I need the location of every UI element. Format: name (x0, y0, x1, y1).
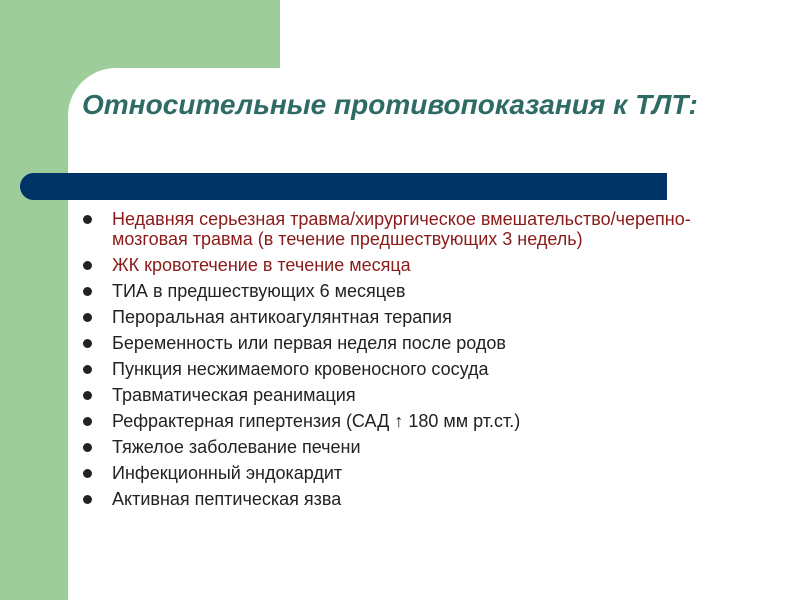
list-item-text: ТИА в предшествующих 6 месяцев (112, 281, 406, 301)
list-item (82, 411, 722, 431)
bullet-icon (83, 365, 92, 374)
list-item (82, 385, 722, 405)
list-item-text: ЖК кровотечение в течение месяца (112, 255, 411, 275)
list-item-text: Недавняя серьезная травма/хирургическое вмешательство/черепно-мозговая травма (в течение предшествующих 3 недель) (112, 209, 691, 249)
list-item (82, 437, 722, 457)
list-item (82, 307, 722, 327)
list-item-text: Инфекционный эндокардит (112, 463, 343, 483)
bullet-icon (83, 261, 92, 270)
bullet-icon (83, 469, 92, 478)
slide-title: Относительные противопоказания к ТЛТ: (82, 89, 698, 120)
list-item-text: Тяжелое заболевание печени (112, 437, 361, 457)
bullet-icon (83, 495, 92, 504)
list-item-text: Рефрактерная гипертензия (САД ↑ 180 мм рт.ст.) (112, 411, 521, 431)
bullet-icon (83, 417, 92, 426)
list-item (82, 489, 722, 509)
bullet-icon (83, 287, 92, 296)
list-item (82, 255, 722, 275)
title-rule-bar (20, 173, 667, 200)
list-item-text: Активная пептическая язва (112, 489, 342, 509)
bullet-icon (83, 443, 92, 452)
list-item (82, 333, 722, 353)
background-accent-left (0, 0, 68, 600)
list-item-text: Травматическая реанимация (112, 385, 356, 405)
bullet-icon (83, 313, 92, 322)
bullet-icon (83, 391, 92, 400)
list-item (82, 359, 722, 379)
list-item-text: Пункция несжимаемого кровеносного сосуда (112, 359, 489, 379)
list-item-text: Пероральная антикоагулянтная терапия (112, 307, 452, 327)
list-item-text: Беременность или первая неделя после родов (112, 333, 506, 353)
bullet-icon (83, 215, 92, 224)
bullet-icon (83, 339, 92, 348)
contraindications-list (82, 209, 722, 515)
list-item (82, 209, 722, 249)
list-item (82, 281, 722, 301)
list-item (82, 463, 722, 483)
